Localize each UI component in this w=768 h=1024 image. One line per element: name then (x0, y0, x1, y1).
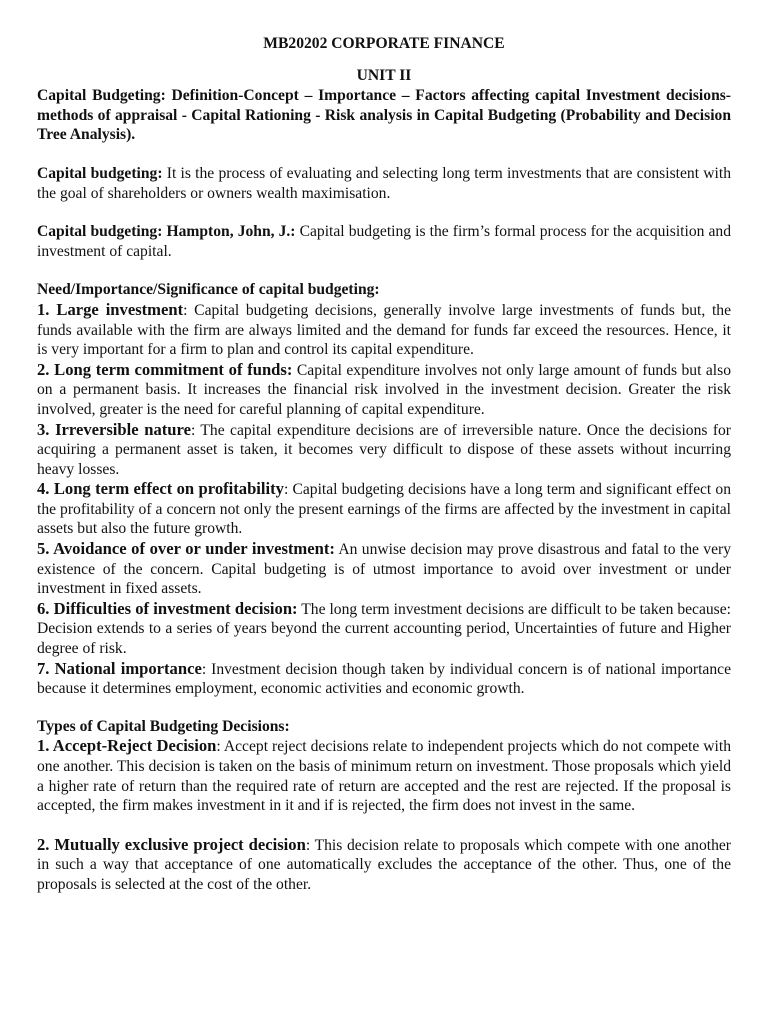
importance-heading: Need/Importance/Significance of capital budgeting: (37, 281, 380, 299)
importance-item: 3. Irreversible nature: The capital expenditure decisions are of irreversible nature. Once the decisions for acquiring a permanent asset is taken, it becomes very difficult to dispose of these assets without incurring heavy losses. (37, 419, 732, 478)
item-text: An unwise decision may prove disastrous and fatal to the very existence of the concern. Capital budgeting is of utmost importance to avoid over investment or under investment in fixed assets. (37, 541, 731, 598)
item-label: 6. Difficulties of investment decision: (37, 598, 298, 618)
unit-title: UNIT II (356, 66, 412, 84)
item-text: This decision relate to proposals which compete with one another in such a way that acceptance of one automatically excludes the acceptance of the other. Thus, one of the proposals is selected at the cost of the other. (37, 836, 731, 893)
definition-paragraph (37, 222, 731, 261)
item-label: 3. Irreversible nature (37, 419, 191, 439)
definition-term: Capital budgeting: Hampton, John, J.: (37, 223, 296, 241)
importance-item (37, 599, 731, 659)
document-page (37, 30, 731, 895)
definition-term: Capital budgeting: (37, 164, 163, 182)
item-text: Accept reject decisions relate to independent projects which do not compete with one another. This decision is taken on the basis of minimum return on investment. Those proposals which yield a higher rate of return than the required rate of return are accepted and the rest are rejected. If the proposal is accepted, the firm makes investment in it and if is rejected, the firm does not invest in the same. (37, 738, 731, 815)
importance-item: 4. Long term effect on profitability: Capital budgeting decisions have a long term and significant effect on the profitability of a concern not only the present earnings of the firms are affected by the investment in capital assets but also the future growth. (37, 479, 731, 538)
item-label: 2. Mutually exclusive project decision (37, 834, 306, 854)
importance-item (37, 360, 731, 420)
syllabus-summary: Capital Budgeting: Definition-Concept – Importance – Factors affecting capital Investment decisions- methods of appraisal - Capital Rationing - Risk analysis in Capital Budgeting (Probability and Decision Tree Analysis). (37, 87, 731, 144)
item-label: 1. Large investment (37, 299, 184, 319)
item-text: Capital expenditure involves not only large amount of funds but also on a permanent basis. It increases the financial risk involved in the investment decision. Greater the risk involved, greater is the need for careful planning of capital expenditure. (37, 361, 731, 418)
importance-item: 1. Large investment: Capital budgeting decisions, generally involve large investments of funds but, the funds available with the firm are always limited and the demand for funds far exceed the resources. Hence, it is very important for a firm to plan and control its capital expenditure. (37, 299, 732, 359)
item-label: 4. Long term effect on profitability (37, 479, 284, 499)
course-title: MB20202 CORPORATE FINANCE (263, 35, 505, 52)
importance-item: 7. National importance: Investment decision though taken by individual concern is of national importance because it determines employment, economic activities and economic growth. (37, 658, 731, 698)
item-label: 5. Avoidance of over or under investment: (37, 539, 335, 559)
types-item: 1. Accept-Reject Decision: Accept reject decisions relate to independent projects which do not compete with one another. This decision is taken on the basis of minimum return on investment. Those proposals which yield a higher rate of return than the required rate of return are accepted and the rest are rejected. If the proposal is accepted, the firm makes investment in it and if is rejected, the firm does not invest in the same. (37, 736, 731, 815)
item-text: The capital expenditure decisions are of irreversible nature. Once the decisions for acquiring a permanent asset is taken, it becomes very difficult to dispose of these assets without incurring heavy losses. (37, 421, 732, 478)
item-text: The long term investment decisions are difficult to be taken because: Decision extends to a series of years beyond the current accounting period, Uncertainties of future and Higher degree of risk. (37, 600, 731, 658)
definition-paragraph (37, 164, 731, 203)
item-label: 1. Accept-Reject Decision (37, 736, 217, 756)
types-item: 2. Mutually exclusive project decision: This decision relate to proposals which compete with one another in such a way that acceptance of one automatically excludes the acceptance of the other. Thus, one of the proposals is selected at the cost of the other. (37, 834, 731, 893)
item-text: Capital budgeting decisions have a long term and significant effect on the profitability of a concern not only the present earnings of the firms are affected by the investment in capital assets but also the future growth. (37, 481, 731, 538)
item-label: 7. National importance (37, 658, 202, 678)
importance-item (37, 539, 731, 599)
definition-text: It is the process of evaluating and selecting long term investments that are consistent with the goal of shareholders or owners wealth maximisation. (37, 164, 731, 202)
item-label: 2. Long term commitment of funds: (37, 359, 293, 379)
types-heading: Types of Capital Budgeting Decisions: (37, 717, 290, 735)
definition-text: Capital budgeting is the firm’s formal process for the acquisition and investment of capital. (37, 223, 732, 260)
item-text: Capital budgeting decisions, generally involve large investments of funds but, the funds available with the firm are always limited and the demand for funds far exceed the resources. Hence, it is very important for a firm to plan and control its capital expenditure. (37, 301, 732, 359)
item-text: Investment decision though taken by individual concern is of national importance because it determines employment, economic activities and economic growth. (37, 660, 731, 698)
